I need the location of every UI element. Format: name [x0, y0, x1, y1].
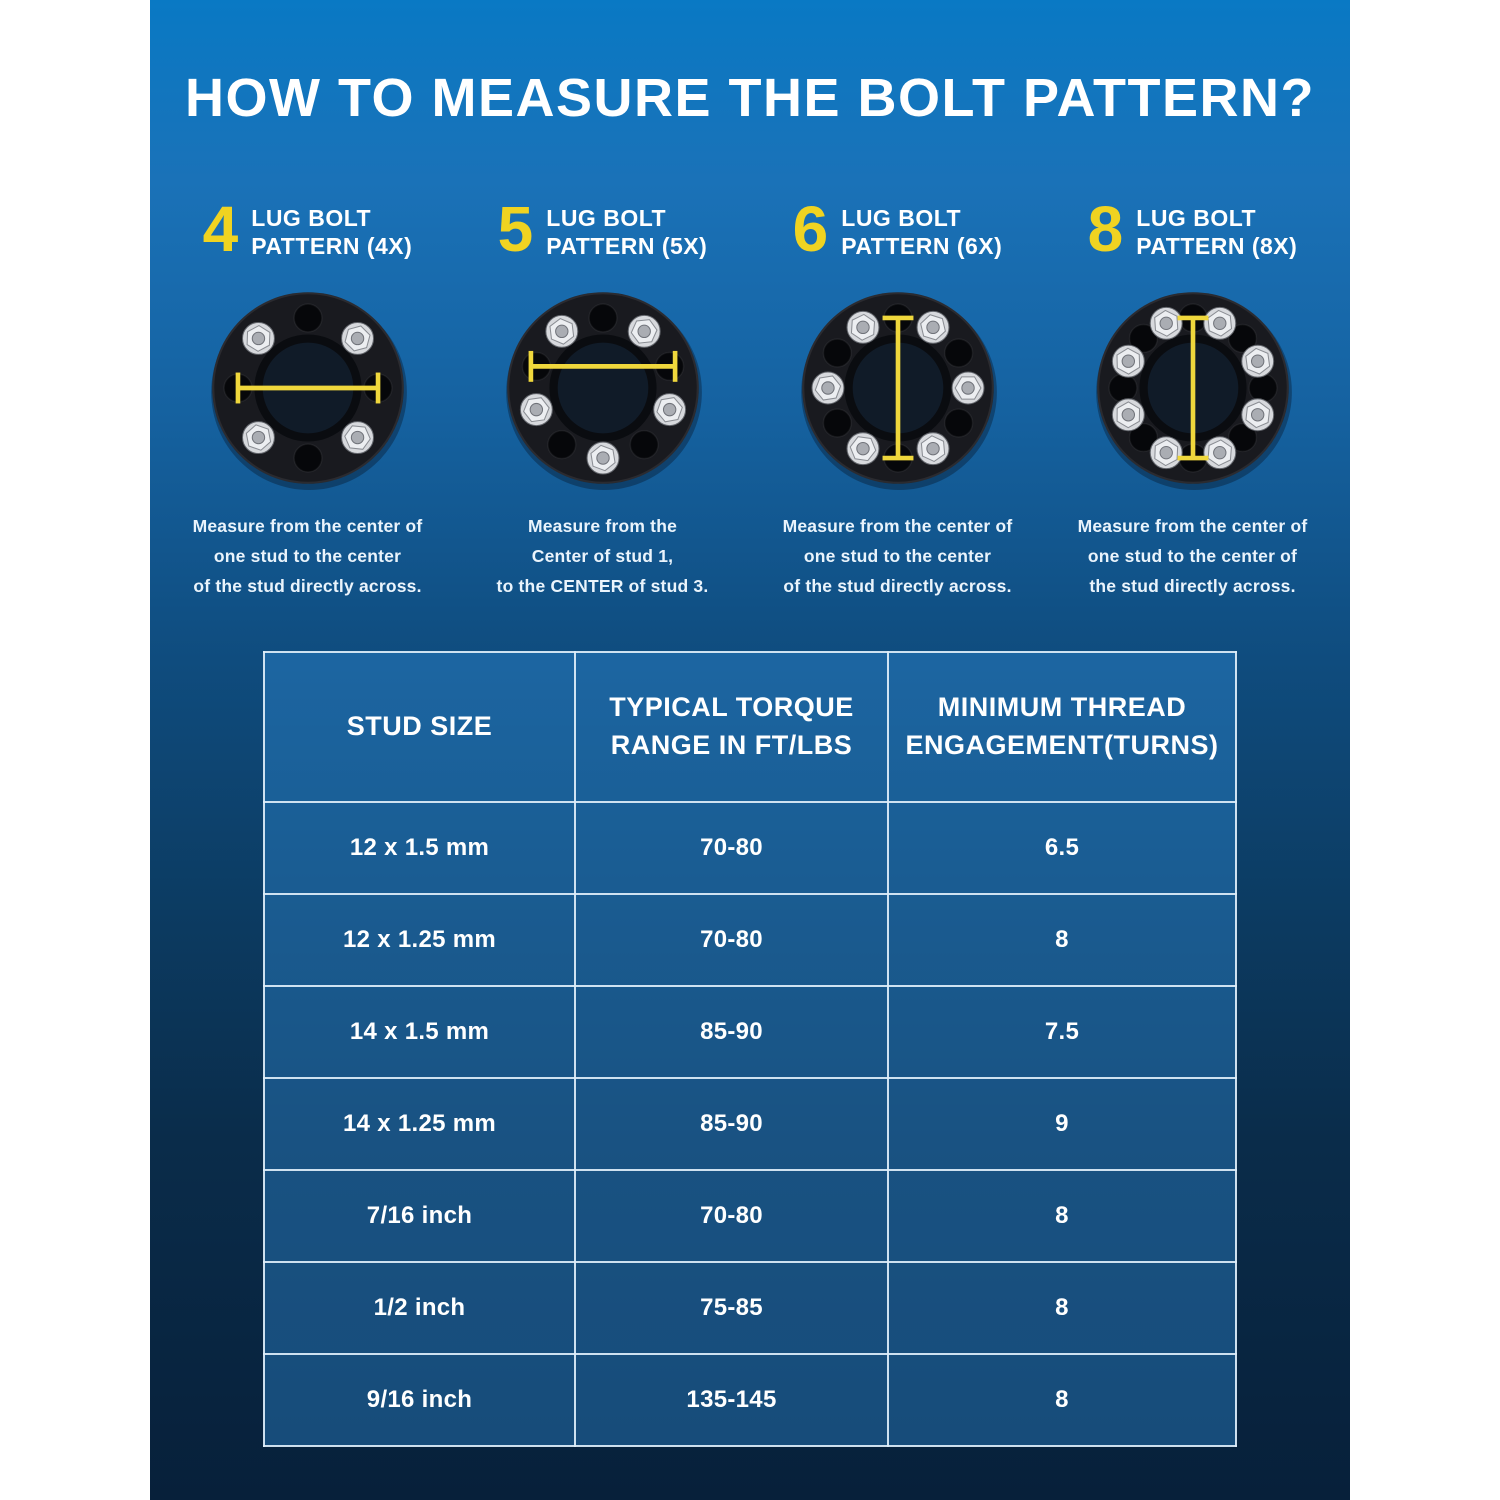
- table-row: [264, 802, 1236, 894]
- thread-engagement-cell: 8: [888, 1354, 1236, 1446]
- torque-range-cell: 135-145: [575, 1354, 888, 1446]
- wheel-spacer-8-lug-image: [1090, 285, 1296, 491]
- caption-line: Center of stud 1,: [531, 545, 674, 566]
- lug-label-line2: PATTERN (5X): [546, 233, 708, 260]
- table-row: [264, 1354, 1236, 1446]
- card-5-lug-caption: [497, 511, 709, 601]
- caption-line: Measure from the center of: [1077, 515, 1308, 536]
- torque-range-cell: 85-90: [575, 986, 888, 1078]
- lug-label: [251, 201, 412, 262]
- lug-label-line2: PATTERN (8X): [1136, 233, 1298, 260]
- torque-range-cell: 70-80: [575, 894, 888, 986]
- thread-engagement-cell: 8: [888, 1262, 1236, 1354]
- table-row: [264, 894, 1236, 986]
- torque-range-cell: 70-80: [575, 1170, 888, 1262]
- lug-label-line2: PATTERN (6X): [841, 233, 1003, 260]
- stud-size-cell: 14 x 1.25 mm: [264, 1078, 575, 1170]
- stud-size-cell: 1/2 inch: [264, 1262, 575, 1354]
- bolt-pattern-cards: [150, 192, 1350, 601]
- table-row: [264, 986, 1236, 1078]
- thread-engagement-cell: 8: [888, 1170, 1236, 1262]
- header-stud-size: STUD SIZE: [264, 652, 575, 802]
- lug-count-number: 8: [1087, 192, 1124, 265]
- wheel-spacer-5-lug-image: [500, 285, 706, 491]
- torque-range-cell: 75-85: [575, 1262, 888, 1354]
- lug-label: [841, 201, 1002, 262]
- card-8-lug-heading: [1087, 192, 1298, 269]
- lug-label: [1136, 201, 1297, 262]
- caption-line: to the CENTER of stud 3.: [496, 575, 709, 596]
- card-8-lug: [1045, 192, 1340, 601]
- lug-label-line2: PATTERN (4X): [251, 233, 413, 260]
- caption-line: one stud to the center: [213, 545, 402, 566]
- card-4-lug-heading: [202, 192, 413, 269]
- stud-size-cell: 9/16 inch: [264, 1354, 575, 1446]
- content-panel: [150, 0, 1350, 1500]
- wheel-spacer-8-lug-svg: [1090, 285, 1296, 491]
- thread-engagement-cell: 9: [888, 1078, 1236, 1170]
- card-8-lug-caption: [1078, 511, 1308, 601]
- wheel-spacer-6-lug-svg: [795, 285, 1001, 491]
- caption-line: one stud to the center of: [1087, 545, 1298, 566]
- lug-count-number: 5: [497, 192, 534, 265]
- lug-label-line1: LUG BOLT: [546, 204, 667, 231]
- wheel-spacer-5-lug-svg: [500, 285, 706, 491]
- wheel-spacer-4-lug-svg: [205, 285, 411, 491]
- table-header-row: [264, 652, 1236, 802]
- card-5-lug: [455, 192, 750, 601]
- lug-label-line1: LUG BOLT: [841, 204, 962, 231]
- caption-line: of the stud directly across.: [783, 575, 1012, 596]
- card-6-lug: [750, 192, 1045, 601]
- lug-label: [546, 201, 707, 262]
- stud-size-cell: 7/16 inch: [264, 1170, 575, 1262]
- caption-line: of the stud directly across.: [193, 575, 422, 596]
- card-4-lug: [160, 192, 455, 601]
- thread-engagement-cell: 7.5: [888, 986, 1236, 1078]
- stud-size-cell: 12 x 1.5 mm: [264, 802, 575, 894]
- wheel-spacer-4-lug-image: [205, 285, 411, 491]
- caption-line: Measure from the center of: [192, 515, 423, 536]
- caption-line: the stud directly across.: [1089, 575, 1296, 596]
- lug-label-line1: LUG BOLT: [1136, 204, 1257, 231]
- thread-engagement-cell: 8: [888, 894, 1236, 986]
- lug-count-number: 6: [792, 192, 829, 265]
- caption-line: Measure from the center of: [782, 515, 1013, 536]
- torque-range-cell: 85-90: [575, 1078, 888, 1170]
- page-title: HOW TO MEASURE THE BOLT PATTERN?: [185, 68, 1315, 128]
- card-4-lug-caption: [193, 511, 423, 601]
- card-6-lug-heading: [792, 192, 1003, 269]
- card-6-lug-caption: [783, 511, 1013, 601]
- thread-engagement-cell: 6.5: [888, 802, 1236, 894]
- stud-size-cell: 14 x 1.5 mm: [264, 986, 575, 1078]
- caption-line: one stud to the center: [803, 545, 992, 566]
- card-5-lug-heading: [497, 192, 708, 269]
- table-row: [264, 1262, 1236, 1354]
- torque-spec-table: [263, 651, 1237, 1447]
- header-thread-engagement: MINIMUM THREAD ENGAGEMENT(TURNS): [888, 652, 1236, 802]
- torque-range-cell: 70-80: [575, 802, 888, 894]
- lug-label-line1: LUG BOLT: [251, 204, 372, 231]
- caption-line: Measure from the: [527, 515, 678, 536]
- table-row: [264, 1170, 1236, 1262]
- header-torque-range: TYPICAL TORQUE RANGE IN FT/LBS: [575, 652, 888, 802]
- stud-size-cell: 12 x 1.25 mm: [264, 894, 575, 986]
- table-row: [264, 1078, 1236, 1170]
- lug-count-number: 4: [202, 192, 239, 265]
- wheel-spacer-6-lug-image: [795, 285, 1001, 491]
